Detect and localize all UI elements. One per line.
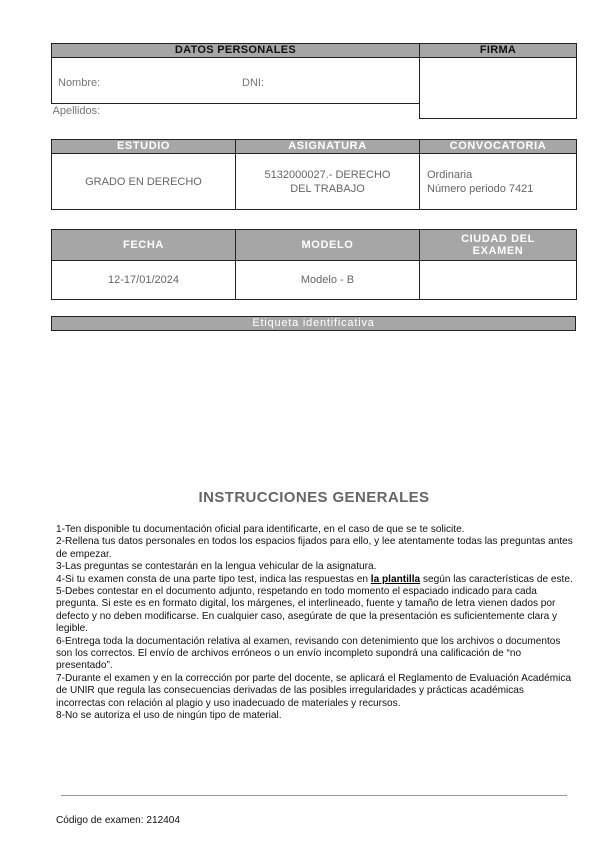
instruction-item-3: 3-Las preguntas se contestarán en la lengua vehicular de la asignatura. (56, 561, 377, 573)
estudio-value: GRADO EN DERECHO (52, 154, 236, 210)
nombre-dni-cell[interactable] (52, 58, 420, 104)
etiqueta-header: Etiqueta identificativa (52, 317, 576, 331)
estudio-header: ESTUDIO (52, 140, 236, 154)
date-info-table (51, 229, 577, 300)
instruction-item-4-tail: según las características de este. (420, 573, 573, 585)
ciudad-header-line-1: CIUDAD DEL (461, 233, 535, 245)
personal-data-header: DATOS PERSONALES (52, 44, 420, 58)
convocatoria-line-2: Número periodo 7421 (427, 182, 534, 195)
instruction-item-2: 2-Rellena tus datos personales en todos los espacios fijados para ello, y lee atentamente todas las preguntas antes de empezar. (56, 536, 573, 560)
instruction-item-6: 6-Entrega toda la documentación relativa al examen, revisando con detenimiento que los archivos o documentos son los correctos. El envío de archivos erróneos o un envío incompleto supondrá una calificación de “no presentado”. (56, 635, 561, 672)
apellidos-label: Apellidos: (52, 105, 101, 117)
etiqueta-table (51, 316, 576, 331)
asignatura-line-1: 5132000027.- DERECHO (264, 168, 391, 181)
plantilla-link[interactable]: la plantilla (370, 573, 421, 585)
instruction-item-7: 7-Durante el examen y en la corrección por parte del docente, se aplicará el Reglamento de Evaluación Académica de UNIR que regula las consecuencias derivadas de las posibles irregularidades y prácticas académicas incorrectas con relación al plagio y uso inadecuado de materiales y recursos. (56, 672, 572, 709)
ciudad-field[interactable] (420, 261, 577, 300)
dni-label: DNI: (242, 77, 264, 89)
nombre-label: Nombre: (58, 77, 101, 89)
fecha-value: 12-17/01/2024 (52, 261, 236, 300)
ciudad-header-line-2: EXAMEN (472, 245, 524, 257)
instruction-item-5: 5-Debes contestar en el documento adjunto, respetando en todo momento el espaciado indicado para cada pregunta. Si este es en formato digital, los márgenes, el interlineado, fuente y tamaño de letra vienen dados por defecto y no deben modificarse. En cualquier caso, asegúrate de que la presentación es suficientemente clara y legible. (56, 586, 558, 635)
asignatura-line-2: DEL TRABAJO (290, 182, 365, 195)
instruction-item-8: 8-No se autoriza el uso de ningún tipo de material. (56, 710, 282, 722)
apellidos-cell[interactable] (52, 104, 420, 119)
convocatoria-line-1: Ordinaria (427, 168, 473, 181)
exam-code: Código de examen: 212404 (56, 815, 181, 826)
divider (61, 795, 567, 796)
personal-data-table (51, 43, 577, 119)
modelo-header: MODELO (236, 230, 420, 261)
ciudad-header (420, 230, 577, 261)
firma-field[interactable] (420, 58, 577, 119)
convocatoria-value (420, 154, 577, 210)
firma-header: FIRMA (420, 44, 577, 58)
asignatura-value (236, 154, 420, 210)
fecha-header: FECHA (52, 230, 236, 261)
instruction-item-4 (56, 574, 576, 586)
instructions-list (56, 524, 576, 723)
instructions-title: INSTRUCCIONES GENERALES (198, 489, 430, 506)
modelo-value: Modelo - B (236, 261, 420, 300)
exam-info-table (51, 139, 577, 210)
instruction-item-4-text: 4-Si tu examen consta de una parte tipo test, indica las respuestas en (56, 573, 371, 585)
instruction-item-1: 1-Ten disponible tu documentación oficial para identificarte, en el caso de que se te solicite. (56, 524, 465, 535)
convocatoria-header: CONVOCATORIA (420, 140, 577, 154)
asignatura-header: ASIGNATURA (236, 140, 420, 154)
